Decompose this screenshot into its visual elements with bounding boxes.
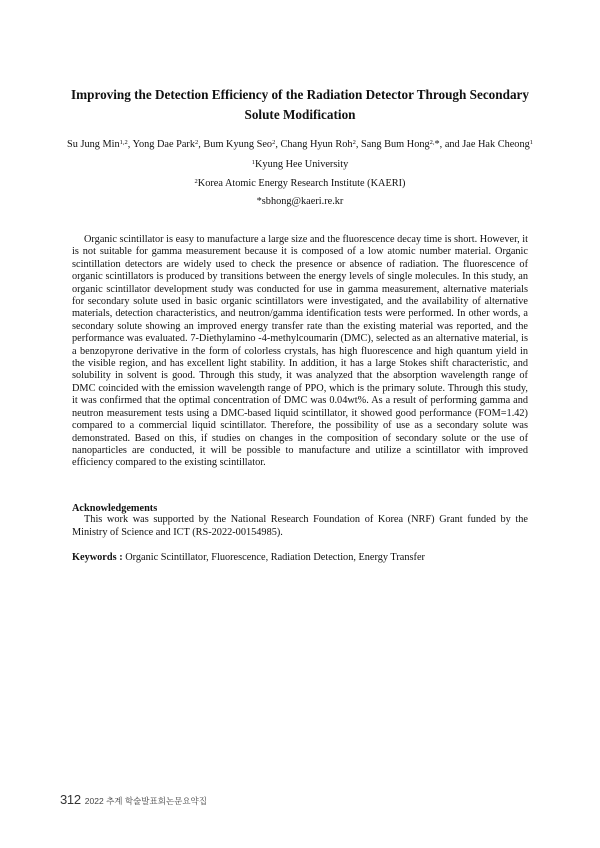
- page-footer: [60, 791, 207, 809]
- author-name: Yong Dae Park: [132, 139, 196, 150]
- author-name: Chang Hyun Roh: [280, 139, 353, 150]
- acknowledgements-heading: Acknowledgements: [72, 503, 158, 514]
- affiliation-1: [60, 158, 540, 172]
- author-separator: *, and: [434, 139, 463, 150]
- author-list: [40, 138, 560, 152]
- author-affiliation-mark: 2: [352, 139, 356, 146]
- author-name: Jae Hak Cheong: [462, 139, 530, 150]
- affiliation-text: Korea Atomic Energy Research Institute (KAERI): [197, 178, 406, 189]
- paper-title: [60, 85, 540, 125]
- affiliation-2: [60, 177, 540, 191]
- author-separator: ,: [275, 139, 281, 150]
- author-name: Sang Bum Hong: [360, 139, 430, 150]
- page-number: 312: [60, 792, 81, 807]
- acknowledgements-text: This work was supported by the National Research Foundation of Korea (NRF) Grant funded by the Ministry of Science and ICT (RS-2022-00154985).: [72, 514, 528, 538]
- author-separator: ,: [355, 139, 361, 150]
- affiliation-mark: 2: [194, 178, 198, 185]
- keywords-label: Keywords :: [72, 552, 123, 563]
- author-separator: ,: [198, 139, 204, 150]
- conference-name: 2022 추계 학술발표회논문요약집: [84, 796, 207, 806]
- author-affiliation-mark: 2: [195, 139, 199, 146]
- corresponding-email: *sbhong@kaeri.re.kr: [256, 196, 344, 207]
- keywords-text: Organic Scintillator, Fluorescence, Radiation Detection, Energy Transfer: [122, 552, 425, 563]
- author-separator: ,: [127, 139, 133, 150]
- abstract-paragraph: Organic scintillator is easy to manufacture a large size and the fluorescence decay time is short. However, it is not suitable for gamma measurement because it is composed of a low atomic number material. Organic scintillation detectors are widely used to check the presence or absence of radiation. The fluorescence of organic scintillators is produced by transitions between the energy levels of single molecules. In this study, an organic scintillator development study was conducted for use in gamma measurement, alternative materials for secondary solute used in basic organic scintillators were investigated, and the availability of alternative materials, detection characteristics, and neutron/gamma identification tests were performed. In other words, a secondary solute showing an improved energy transfer rate than the existing material was reported, and the performance was evaluated. 7-Diethylamino -4-methylcoumarin (DMC), selected as an alternative material, is a benzopyrone derivative in the form of colorless crystals, has high fluorescence and high quantum yield in the visible region, and has excellent light stability. In addition, it has a large Stokes shift characteristic, and solubility in solvent is good. Through this study, it was analyzed that the absorption wavelength range of DMC coincided with the emission wavelength range of PPO, which is the primary solute. Through this study, it was confirmed that the optimal concentration of DMC was 0.04wt%. As a result of performing gamma and neutron measurement tests using a DMC-based liquid scintillator, it showed good performance (FOM=1.42) compared to a commercial liquid scintillator. Therefore, the possibility of use as a secondary solute was demonstrated. Based on this, if studies on changes in the composition of secondary solute or the use of nanoparticles are conducted, it will be possible to manufacture and utilize a scintillator with improved efficiency compared to the existing scintillator.: [72, 234, 528, 469]
- affiliation-mark: 1: [251, 159, 255, 166]
- author-affiliation-mark: 2,: [429, 139, 435, 146]
- paper-title-line-2: Solute Modification: [244, 107, 356, 122]
- author-affiliation-mark: 1: [529, 139, 533, 146]
- keywords-line: [72, 551, 528, 564]
- affiliation-text: Kyung Hee University: [255, 159, 349, 170]
- author-affiliation-mark: 2: [272, 139, 276, 146]
- author-name: Bum Kyung Seo: [203, 139, 273, 150]
- paper-title-line-1: Improving the Detection Efficiency of the Radiation Detector Through Secondary: [71, 87, 529, 102]
- author-affiliation-mark: 1,2: [119, 139, 128, 146]
- author-name: Su Jung Min: [67, 139, 120, 150]
